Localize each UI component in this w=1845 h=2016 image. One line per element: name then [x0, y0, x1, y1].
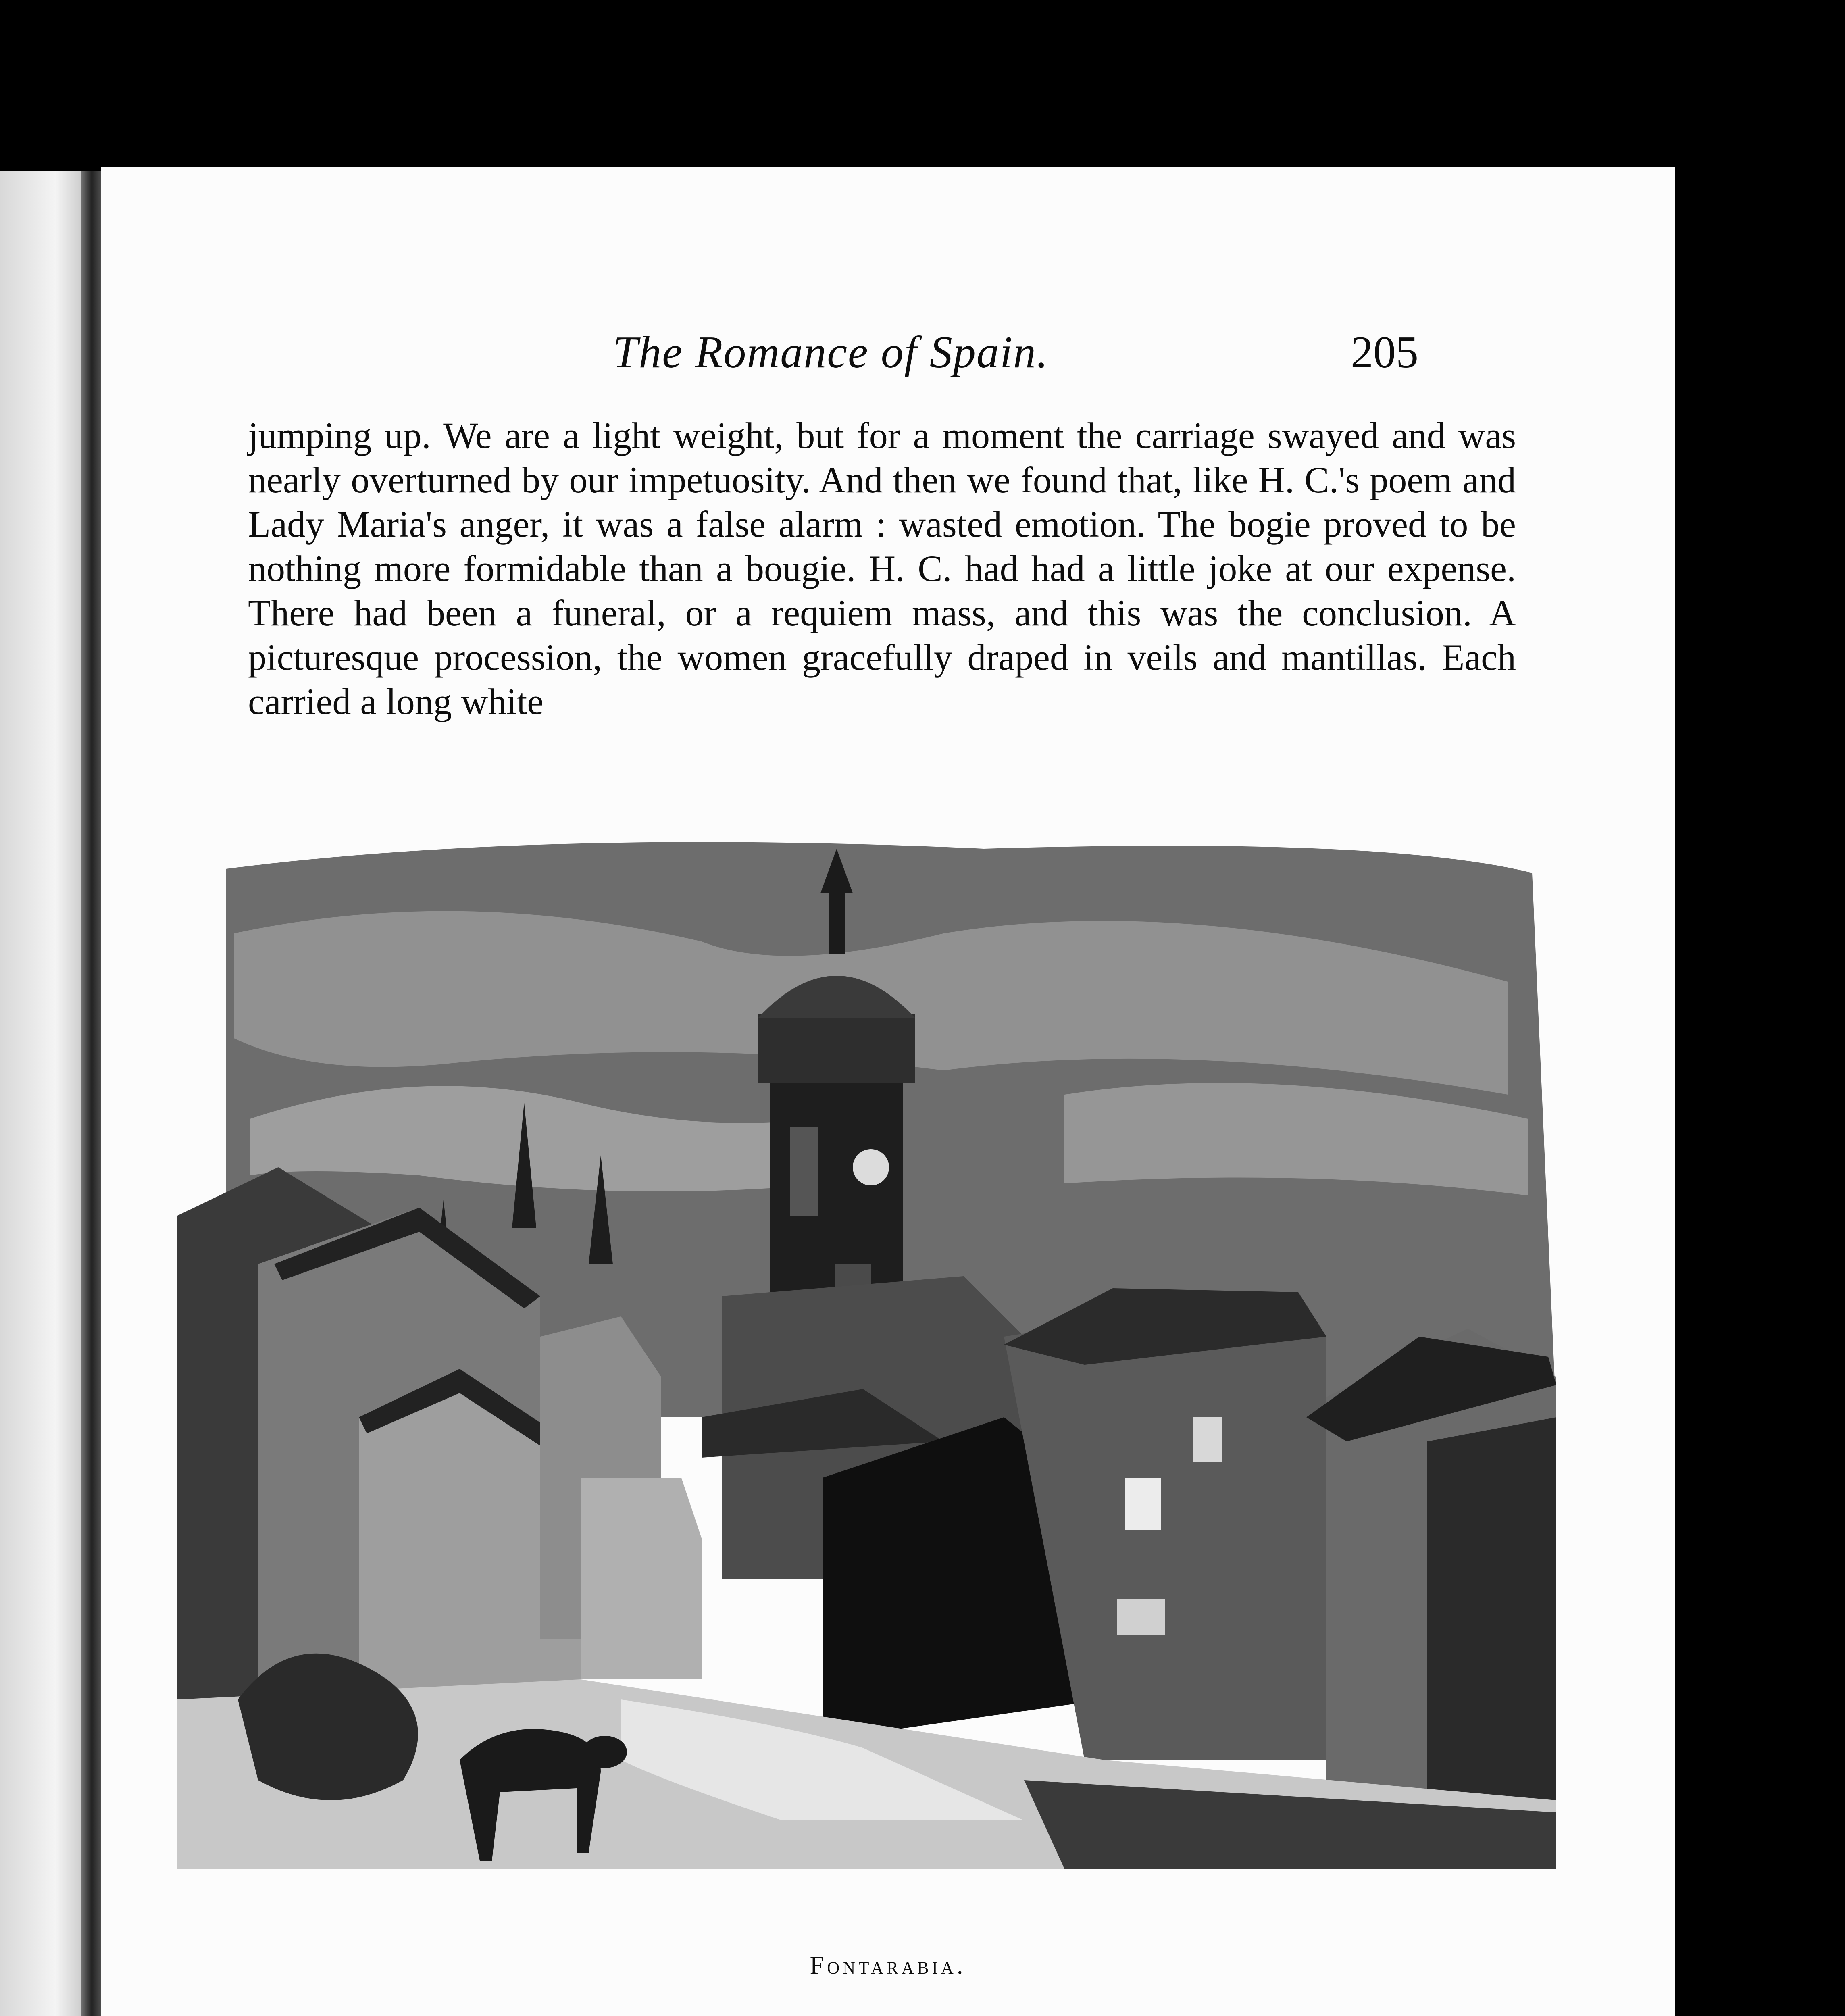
book-page	[101, 167, 1675, 2016]
page-header	[101, 327, 1675, 387]
page-number: 205	[1351, 327, 1418, 377]
body-text-top	[248, 413, 1516, 724]
book-gutter	[81, 171, 103, 2016]
running-title: The Romance of Spain.	[613, 327, 1049, 377]
fontarabia-engraving	[177, 812, 1581, 1941]
figure-caption: Fontarabia.	[810, 1952, 966, 1979]
previous-page-edge	[0, 171, 93, 2016]
paragraph: jumping up. We are a light weight, but for a moment the carriage swayed and was nearly overturned by our impetuosity. And then we found that, like H. C.'s poem and Lady Maria's anger, it was a false alarm : wasted emotion. The bogie proved to be nothing more formidable than a bougie. H. C. had had a little joke at our expense. There had been a funeral, or a requiem mass, and this was the conclusion. A picturesque procession, the women gracefully draped in veils and mantillas. Each carried a long white	[248, 415, 1516, 722]
